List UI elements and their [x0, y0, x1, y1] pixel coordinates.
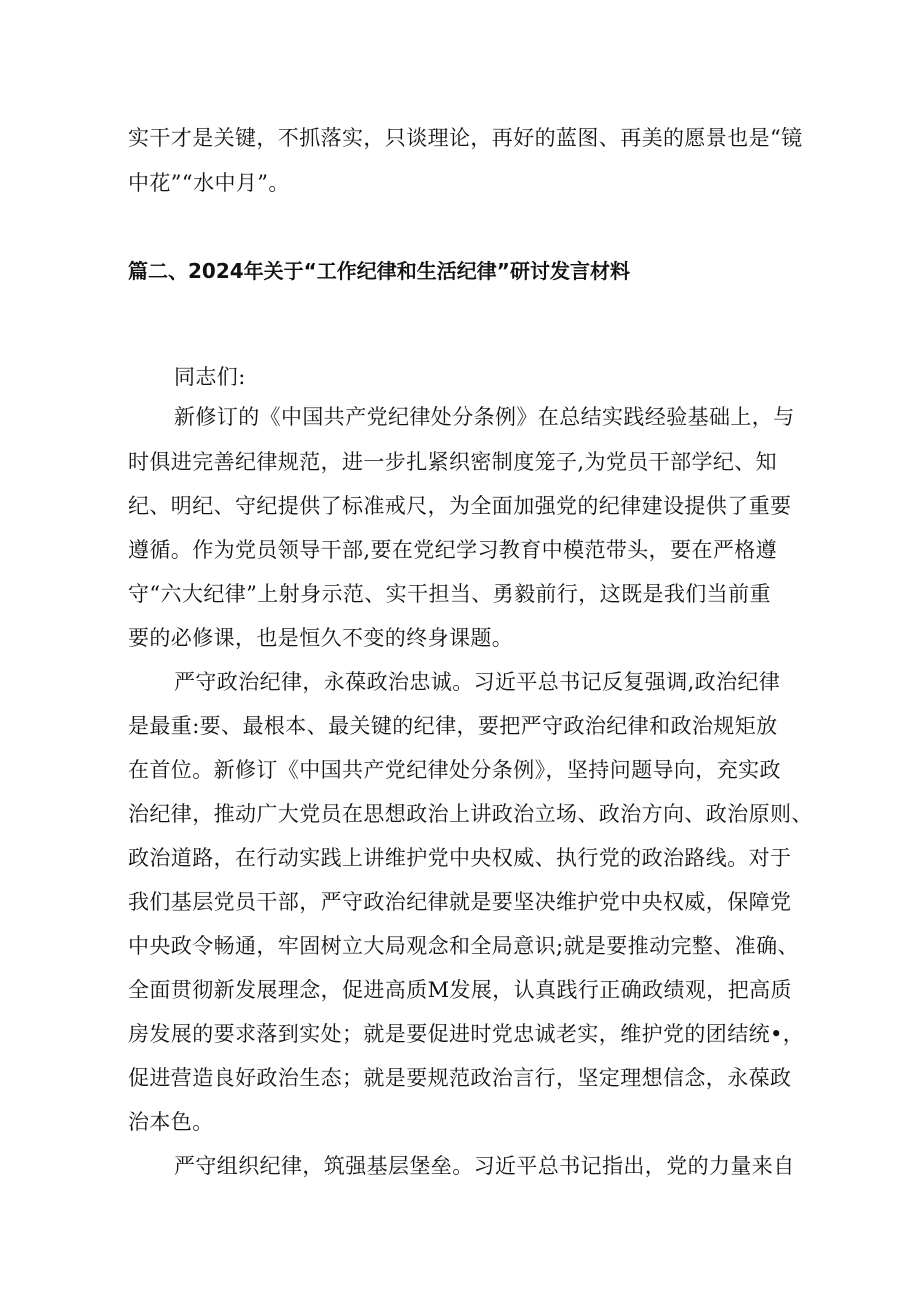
paragraph-line: 遵循。作为党员领导干部,要在党纪学习教育中模范带头，要在严格遵: [128, 538, 778, 562]
paragraph-line: 中央政令畅通，牢固树立大局观念和全局意识;就是要推动完整、准确、: [128, 934, 799, 958]
paragraph-line: 守“六大纪律”上射身示范、实干担当、勇毅前行，这既是我们当前重: [128, 582, 771, 606]
paragraph-line: 新修订的《中国共产党纪律处分条例》在总结实践经验基础上，与: [174, 405, 795, 429]
paragraph-line: 是最重:要、最根本、最关键的纪律，要把严守政治纪律和政治规矩放: [128, 714, 778, 738]
paragraph-line: 时俱进完善纪律规范，进一步扎紧织密制度笼子,为党员干部学纪、知: [128, 450, 778, 474]
paragraph-line: 治纪律，推动广大党员在思想政治上讲政治立场、政治方向、政治原则、: [128, 802, 813, 826]
paragraph-line: 治本色。: [128, 1110, 214, 1134]
greeting: 同志们:: [174, 365, 246, 389]
paragraph-line: 政治道路，在行动实践上讲维护党中央权威、执行党的政治路线。对于: [128, 846, 792, 870]
intro-line: 实干才是关键，不抓落实，只谈理论，再好的蓝图、再美的愿景也是“镜: [128, 126, 803, 150]
paragraph-line: 房发展的要求落到实处；就是要促进时党忠诚老实，维护党的团结统•，: [128, 1022, 805, 1046]
paragraph-line: 严守组织纪律，筑强基层堡垒。习近平总书记指出，党的力量来自: [174, 1154, 795, 1178]
paragraph-line: 要的必修课，也是恒久不变的终身课题。: [128, 626, 514, 650]
paragraph-line: 全面贯彻新发展理念，促进高质M发展，认真践行正确政绩观，把高质: [128, 978, 792, 1002]
paragraph-line: 我们基层党员干部，严守政治纪律就是要坚决维护党中央权威，保障党: [128, 890, 792, 914]
section-heading: 篇二、2024年关于“工作纪律和生活纪律”研讨发言材料: [128, 259, 630, 283]
paragraph-line: 严守政治纪律，永葆政治忠诚。习近平总书记反复强调,政治纪律: [174, 670, 781, 694]
intro-line: 中花”“水中月”。: [128, 171, 290, 195]
paragraph-line: 纪、明纪、守纪提供了标准戒尺，为全面加强党的纪律建设提供了重要: [128, 494, 792, 518]
paragraph-line: 促进营造良好政治生态；就是要规范政治言行，坚定理想信念，永葆政: [128, 1066, 792, 1090]
paragraph-line: 在首位。新修订《中国共产党纪律处分条例》，坚持问题导向，充实政: [128, 758, 781, 782]
